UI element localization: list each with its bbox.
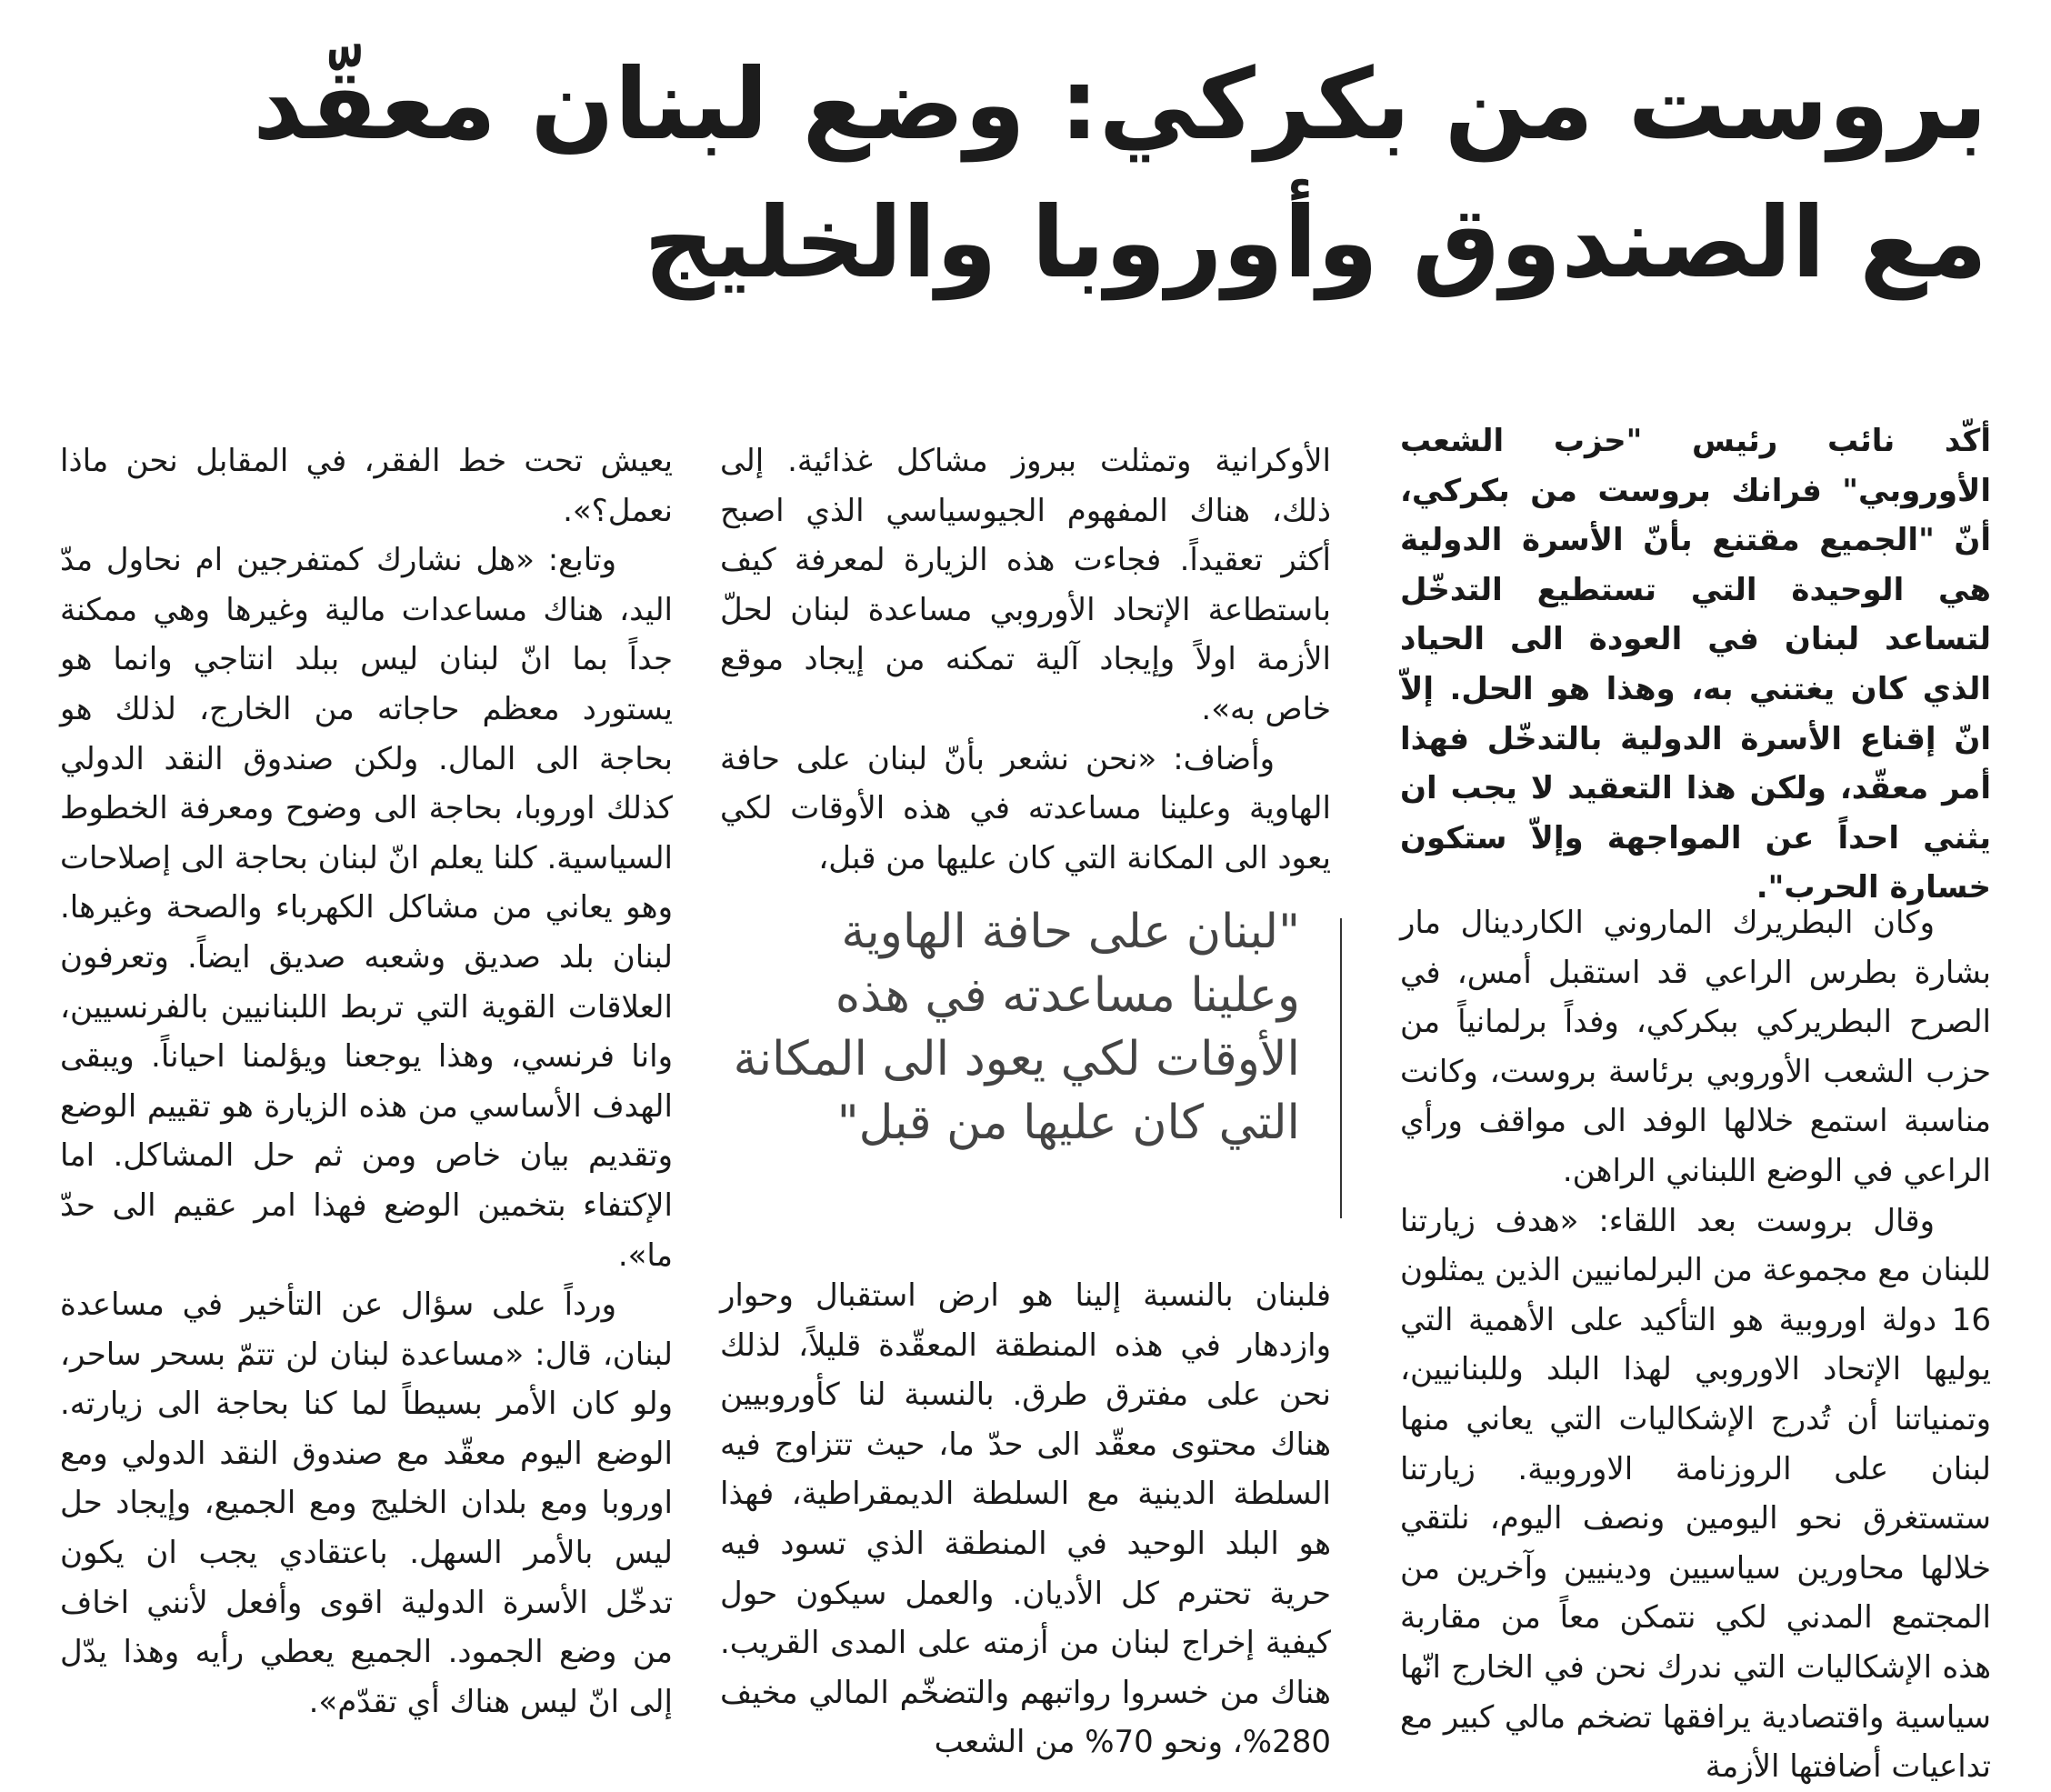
body-paragraph: يعيش تحت خط الفقر، في المقابل نحن ماذا نعمل؟». [60,443,673,529]
lead-paragraph: أكّد نائب رئيس "حزب الشعب الأوروبي" فرانك بروست من بكركي، أنّ "الجميع مقتنع بأنّ الأسرة الدولية هي الوحيدة التي تستطيع التدخّل لتساعد لبنان في العودة الى الحياد الذي كان يغتني به، وهذا هو الحل. إلاّ انّ إقناع الأسرة الدولية بالتدخّل فهذا أمر معقّد، ولكن هذا التعقيد لا يجب ان يثني احداً عن المواجهة وإلاّ ستكون خسارة الحرب". [1400,423,1991,906]
lead-paragraph-column [1400,416,1991,913]
body-paragraph: وأضاف: «نحن نشعر بأنّ لبنان على حافة الهاوية وعلينا مساعدته في هذه الأوقات لكي يعود الى المكانة التي كان عليها من قبل، [720,740,1331,876]
article-column-right [1400,898,1991,1792]
body-paragraph: وقال بروست بعد اللقاء: «هدف زيارتنا للبنان مع مجموعة من البرلمانيين الذين يمثلون 16 دولة اوروبية هو التأكيد على الأهمية التي يوليها الإتحاد الاوروبي لهذا البلد وللبنانيين، وتمنياتنا أن تُدرج الإشكاليات التي يعاني منها لبنان على الروزنامة الاوروبية. زيارتنا ستستغرق نحو اليومين ونصف اليوم، نلتقي خلالها محاورين سياسيين ودينيين وآخرين من المجتمع المدني لكي نتمكن معاً من مقاربة هذه الإشكاليات التي ندرك نحن في الخارج انّها سياسية واقتصادية يرافقها تضخم مالي كبير مع تداعيات أضافتها الأزمة [1400,1202,1991,1786]
body-paragraph: الأوكرانية وتمثلت ببروز مشاكل غذائية. إلى ذلك، هناك المفهوم الجيوسياسي الذي اصبح أكثر تعقيداً. فجاءت هذه الزيارة لمعرفة كيف باستطاعة الإتحاد الأوروبي مساعدة لبنان لحلّ الأزمة اولاً وإيجاد آلية تمكنه من إيجاد موقع خاص به». [720,443,1331,727]
body-paragraph: فلبنان بالنسبة إلينا هو ارض استقبال وحوار وازدهار في هذه المنطقة المعقّدة قليلاً، لذلك نحن على مفترق طرق. بالنسبة لنا كأوروبيين هناك محتوى معقّد الى حدّ ما، حيث تتزاوج فيه السلطة الدينية مع السلطة الديمقراطية، فهذا هو البلد الوحيد في المنطقة الذي تسود فيه حرية تحترم كل الأديان. والعمل سيكون حول كيفية إخراج لبنان من أزمته على المدى القريب. هناك من خسروا رواتبهم والتضخّم المالي مخيف 280%، ونحو 70% من الشعب [720,1277,1331,1761]
body-paragraph: وتابع: «هل نشارك كمتفرجين ام نحاول مدّ اليد، هناك مساعدات مالية وغيرها وهي ممكنة جداً بما انّ لبنان ليس ببلد انتاجي وانما هو يستورد معظم حاجاته من الخارج، لذلك هو بحاجة الى المال. ولكن صندوق النقد الدولي كذلك اوروبا، بحاجة الى وضوح ومعرفة الخطوط السياسية. كلنا يعلم انّ لبنان بحاجة الى إصلاحات وهو يعاني من مشاكل الكهرباء والصحة وغيرها. لبنان بلد صديق وشعبه صديق ايضاً. وتعرفون العلاقات القوية التي تربط اللبنانيين بالفرنسيين، وانا فرنسي، وهذا يوجعنا ويؤلمنا احياناً. ويبقى الهدف الأساسي من هذه الزيارة هو تقييم الوضع وتقديم بيان خاص ومن ثم حل المشاكل. اما الإكتفاء بتخمين الوضع فهذا امر عقيم الى حدّ ما». [60,542,673,1274]
headline [78,36,1987,313]
headline-line-1: بروست من بكركي: وضع لبنان معقّد [253,48,1987,162]
article-column-middle-top [720,436,1331,883]
body-paragraph: ورداً على سؤال عن التأخير في مساعدة لبنان، قال: «مساعدة لبنان لن تتمّ بسحر ساحر، ولو كان الأمر بسيطاً لما كنا بحاجة الى زيارته. الوضع اليوم معقّد مع صندوق النقد الدولي ومع اوروبا ومع بلدان الخليج ومع الجميع، وإيجاد حل ليس بالأمر السهل. باعتقادي يجب ان يكون تدخّل الأسرة الدولية اقوى وأفعل لأنني اخاف من وضع الجمود. الجميع يعطي رأيه وهذا يدّل إلى انّ ليس هناك أي تقدّم». [60,1286,673,1720]
article-column-left [60,436,673,1727]
headline-line-2: مع الصندوق وأوروبا والخليج [644,186,1987,300]
article-column-middle-bottom [720,1271,1331,1767]
body-paragraph: وكان البطريرك الماروني الكاردينال مار بشارة بطرس الراعي قد استقبل أمس، في الصرح البطريركي ببكركي، وفداً برلمانياً من حزب الشعب الأوروبي برئاسة بروست، وكانت مناسبة استمع خلالها الوفد الى مواقف ورأي الراعي في الوضع اللبناني الراهن. [1400,905,1991,1189]
pull-quote-divider [1340,918,1342,1218]
pull-quote: "لبنان على حافة الهاوية وعلينا مساعدته في هذه الأوقات لكي يعود الى المكانة التي كان عليها من قبل" [733,905,1300,1150]
